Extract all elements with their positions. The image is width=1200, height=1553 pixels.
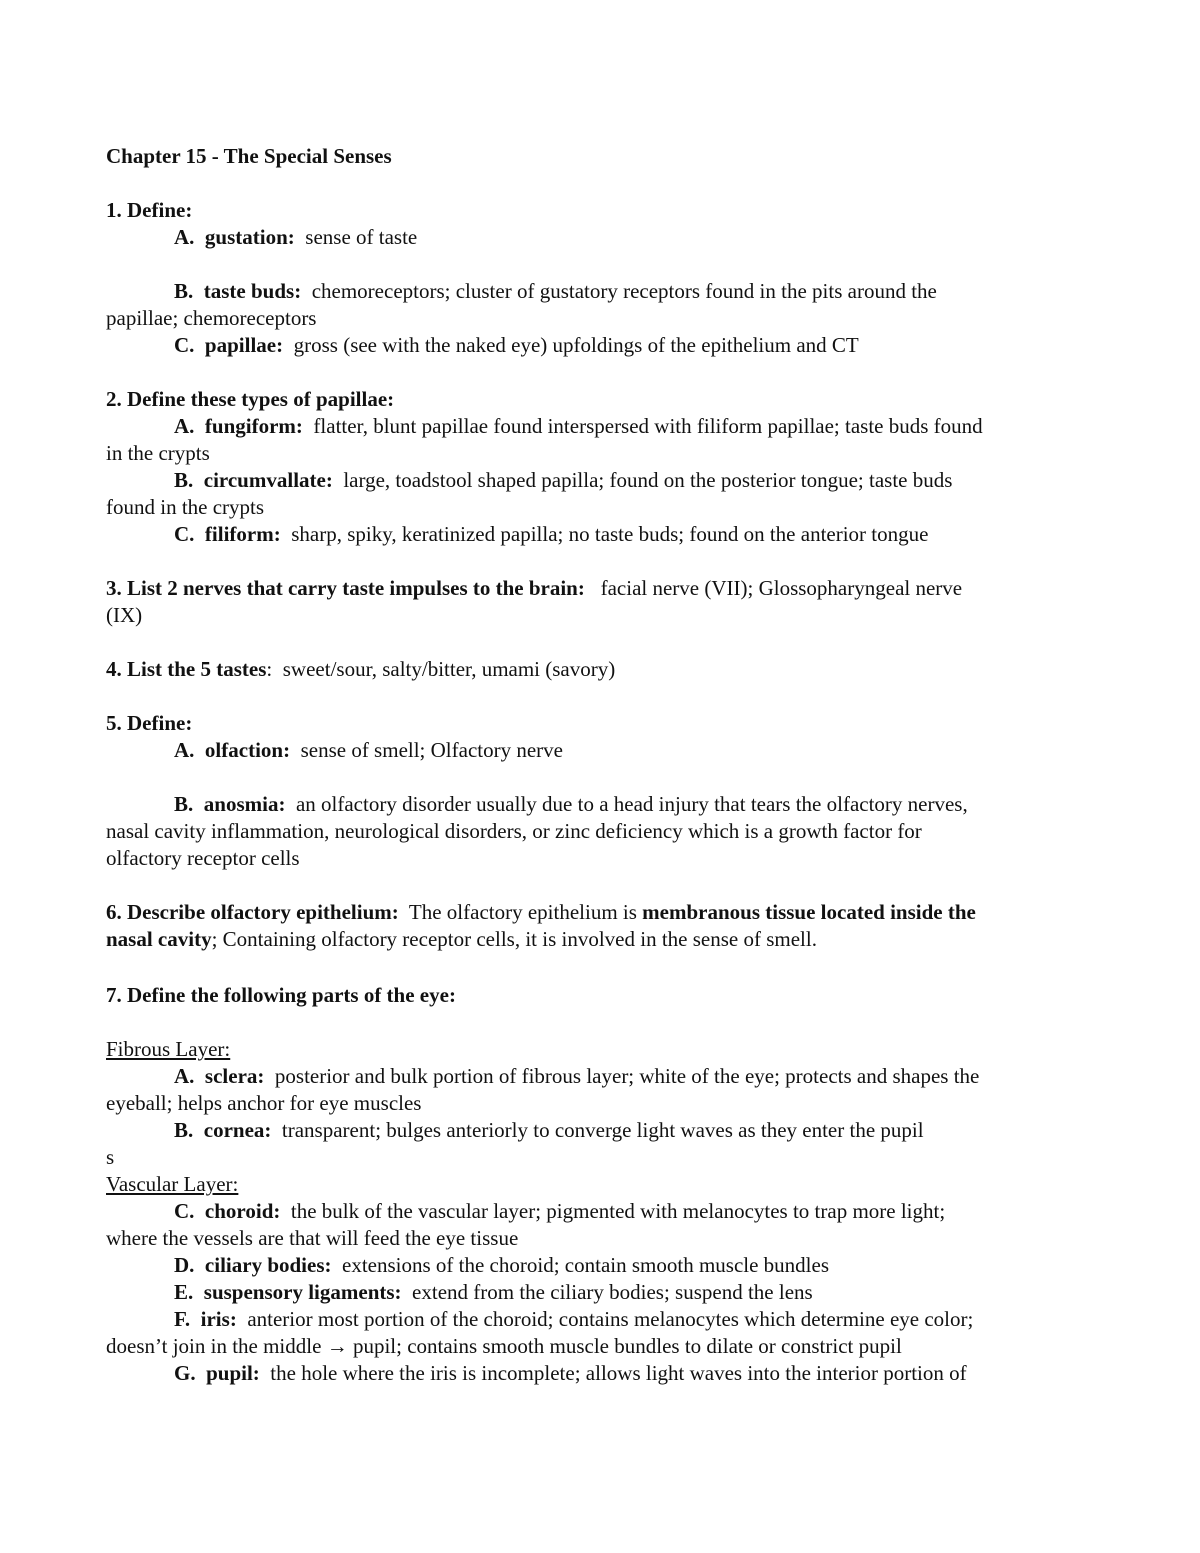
item-letter: B. [174,1118,194,1142]
definition: posterior and bulk portion of fibrous layer; white of the eye; protects and shapes the [274,1064,980,1088]
q1-item-c [174,332,859,358]
definition: transparent; bulges anteriorly to converge light waves as they enter the pupil [281,1118,924,1142]
definition: sense of smell; Olfactory nerve [300,738,563,762]
term: anosmia: [203,792,286,816]
term: iris: [200,1307,237,1331]
question-6 [106,899,976,925]
definition: extensions of the choroid; contain smooth muscle bundles [342,1253,829,1277]
question-4-label: 4. List the 5 tastes [106,657,267,681]
q7-item-f-continued [106,1333,902,1359]
term: circumvallate: [203,468,333,492]
question-6-answer-post: ; Containing olfactory receptor cells, it is involved in the sense of smell. [211,927,817,951]
term: choroid: [204,1199,281,1223]
q5-item-b-continued-2: olfactory receptor cells [106,846,300,870]
definition: the hole where the iris is incomplete; allows light waves into the interior portion of [270,1361,967,1385]
q7-item-f [174,1306,973,1332]
item-letter: G. [174,1361,196,1385]
definition: the bulk of the vascular layer; pigmented with melanocytes to trap more light; [290,1199,946,1223]
q7-item-d [174,1252,829,1278]
q5-item-b-continued-1: nasal cavity inflammation, neurological disorders, or zinc deficiency which is a growth factor for [106,819,922,843]
term: filiform: [204,522,281,546]
question-6-answer-bold-continued: nasal cavity [106,927,212,951]
q7-item-a-continued: eyeball; helps anchor for eye muscles [106,1091,422,1115]
item-letter: A. [174,1064,195,1088]
question-4-colon: : [266,657,273,681]
term: sclera: [204,1064,265,1088]
q7-item-c-continued: where the vessels are that will feed the eye tissue [106,1226,519,1250]
definition: gross (see with the naked eye) upfoldings of the epithelium and CT [293,333,859,357]
term: cornea: [203,1118,272,1142]
definition: large, toadstool shaped papilla; found on the posterior tongue; taste buds [343,468,953,492]
question-3-answer: facial nerve (VII); Glossopharyngeal nerve [600,576,963,600]
q2-item-a-continued: in the crypts [106,441,210,465]
item-letter: A. [174,738,195,762]
question-7-label: 7. Define the following parts of the eye: [106,983,456,1007]
item-letter: C. [174,1199,195,1223]
definition: flatter, blunt papillae found interspersed with filiform papillae; taste buds found [313,414,983,438]
item-letter: B. [174,792,194,816]
question-6-answer-pre: The olfactory epithelium is [408,900,637,924]
definition-continued-post: pupil; contains smooth muscle bundles to dilate or constrict pupil [352,1334,902,1358]
q2-item-b-continued: found in the crypts [106,495,265,519]
term: suspensory ligaments: [203,1280,402,1304]
question-5-label: 5. Define: [106,711,193,735]
item-letter: E. [174,1280,194,1304]
item-letter: A. [174,225,195,249]
q2-item-b [174,467,952,493]
q7-item-c [174,1198,945,1224]
item-letter: B. [174,279,194,303]
fibrous-layer-heading: Fibrous Layer: [106,1037,231,1061]
vascular-layer-heading: Vascular Layer: [106,1172,239,1196]
q1-item-a [174,224,417,250]
right-arrow-icon: → [326,1334,348,1358]
definition: an olfactory disorder usually due to a head injury that tears the olfactory nerves, [295,792,968,816]
term: fungiform: [204,414,303,438]
item-letter: F. [174,1307,191,1331]
chapter-title: Chapter 15 - The Special Senses [106,144,392,168]
q7-item-b-continued: s [106,1145,115,1169]
term: pupil: [206,1361,260,1385]
item-letter: D. [174,1253,195,1277]
q7-item-a [174,1063,979,1089]
term: olfaction: [204,738,291,762]
question-2-label: 2. Define these types of papillae: [106,387,395,411]
question-3-label: 3. List 2 nerves that carry taste impulses to the brain: [106,576,585,600]
q7-item-b [174,1117,924,1143]
definition: sharp, spiky, keratinized papilla; no taste buds; found on the anterior tongue [291,522,929,546]
item-letter: B. [174,468,194,492]
definition: extend from the ciliary bodies; suspend the lens [412,1280,813,1304]
term: taste buds: [203,279,302,303]
q5-item-a [174,737,563,763]
question-4-answer: sweet/sour, salty/bitter, umami (savory) [282,657,616,681]
question-4 [106,656,615,682]
q2-item-c [174,521,928,547]
question-3-answer-continued: (IX) [106,603,143,627]
item-letter: A. [174,414,195,438]
item-letter: C. [174,333,195,357]
q7-item-e [174,1279,813,1305]
q5-item-b [174,791,968,817]
definition: anterior most portion of the choroid; contains melanocytes which determine eye color; [247,1307,974,1331]
definition: sense of taste [305,225,418,249]
q1-item-b [174,278,937,304]
item-letter: C. [174,522,195,546]
question-6-continued [106,926,817,952]
question-1-label: 1. Define: [106,198,193,222]
term: ciliary bodies: [204,1253,332,1277]
term: papillae: [204,333,284,357]
q2-item-a [174,413,983,439]
q7-item-g [174,1360,967,1386]
q1-item-b-continued: papillae; chemoreceptors [106,306,317,330]
question-6-answer-bold: membranous tissue located inside the [642,900,976,924]
definition-continued-pre: doesn’t join in the middle [106,1334,322,1358]
question-3 [106,575,962,601]
question-6-label: 6. Describe olfactory epithelium: [106,900,399,924]
definition: chemoreceptors; cluster of gustatory receptors found in the pits around the [311,279,937,303]
term: gustation: [204,225,295,249]
